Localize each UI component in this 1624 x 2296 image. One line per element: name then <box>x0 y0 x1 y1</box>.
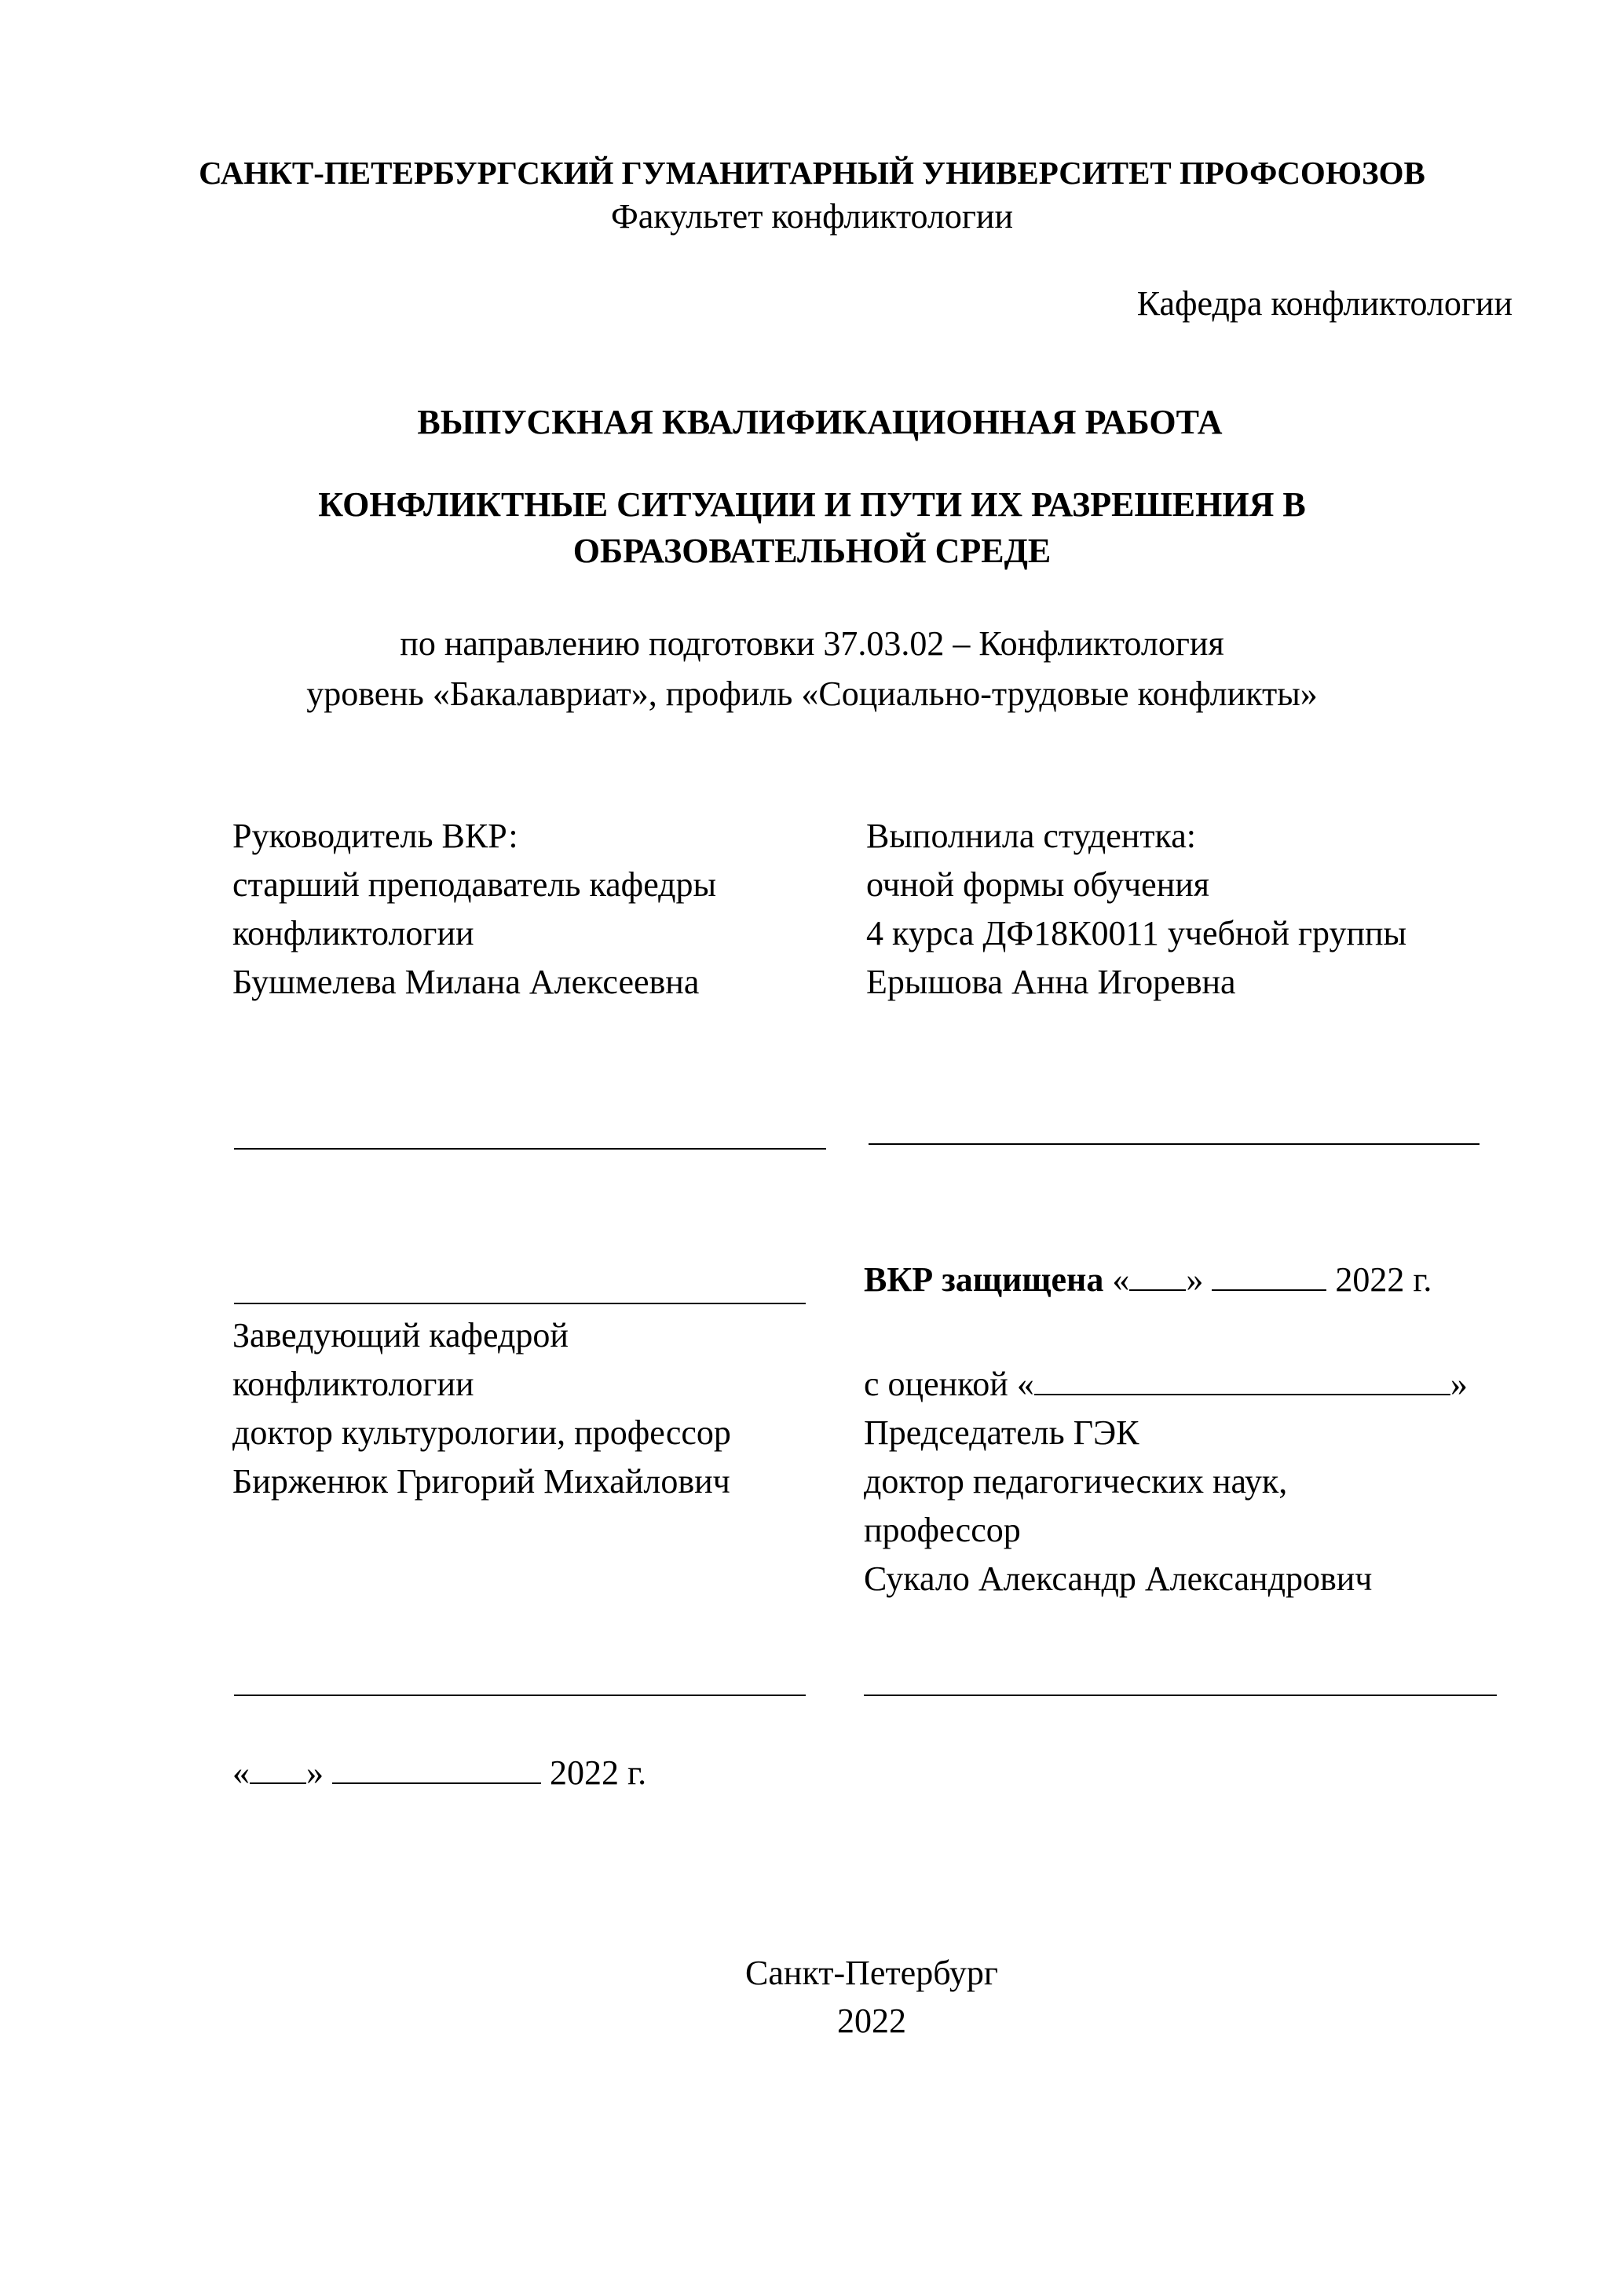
grade-blank[interactable] <box>1034 1364 1450 1395</box>
grade-line <box>864 1360 1468 1409</box>
supervisor-label: Руководитель ВКР: <box>232 817 518 855</box>
supervisor-signature-line[interactable] <box>234 1148 826 1150</box>
date-year: 2022 г. <box>550 1753 647 1792</box>
student-label: Выполнила студентка: <box>866 817 1196 855</box>
head-of-department-signature-line[interactable] <box>234 1303 806 1304</box>
head-approval-signature-line[interactable] <box>234 1695 806 1696</box>
date-day-blank[interactable] <box>250 1753 306 1784</box>
commission-chair-block <box>864 1360 1468 1603</box>
chair-degree: доктор педагогических наук, <box>864 1462 1288 1501</box>
date-close-quote: » <box>306 1753 324 1792</box>
head-degree: доктор культурологии, профессор <box>232 1413 731 1452</box>
year: 2022 <box>837 2002 906 2040</box>
supervisor-position: старший преподаватель кафедры <box>232 865 717 904</box>
head-department: конфликтологии <box>232 1365 474 1403</box>
defense-month-blank[interactable] <box>1212 1260 1326 1291</box>
defense-label: ВКР защищена <box>864 1260 1104 1299</box>
student-block <box>866 812 1406 1007</box>
student-group: 4 курса ДФ18К0011 учебной группы <box>866 914 1407 952</box>
topic-title-line-1: КОНФЛИКТНЫЕ СИТУАЦИИ И ПУТИ ИХ РАЗРЕШЕНИЯ В <box>318 485 1306 524</box>
date-open-quote: « <box>232 1753 250 1792</box>
defense-day-blank[interactable] <box>1129 1260 1186 1291</box>
student-form: очной формы обучения <box>866 865 1210 904</box>
date-month-blank[interactable] <box>332 1753 541 1784</box>
defense-open-quote: « <box>1112 1260 1130 1299</box>
university-name: САНКТ-ПЕТЕРБУРГСКИЙ ГУМАНИТАРНЫЙ УНИВЕРСИТЕТ ПРОФСОЮЗОВ <box>199 155 1425 191</box>
chair-position: Председатель ГЭК <box>864 1413 1139 1452</box>
chair-signature-line[interactable] <box>864 1695 1497 1696</box>
chair-title: профессор <box>864 1511 1021 1549</box>
student-signature-line[interactable] <box>869 1143 1480 1145</box>
department-name: Кафедра конфликтологии <box>1136 284 1512 323</box>
head-name: Бирженюк Григорий Михайлович <box>232 1462 730 1501</box>
approval-date-line <box>232 1753 646 1793</box>
defense-year: 2022 г. <box>1335 1260 1432 1299</box>
supervisor-department: конфликтологии <box>232 914 474 952</box>
supervisor-block <box>232 812 716 1007</box>
grade-close-quote: » <box>1450 1365 1468 1403</box>
supervisor-name: Бушмелева Милана Алексеевна <box>232 963 700 1001</box>
defense-close-quote: » <box>1186 1260 1204 1299</box>
head-position: Заведующий кафедрой <box>232 1316 569 1355</box>
defense-date-line <box>864 1260 1432 1300</box>
direction-line-2: уровень «Бакалавриат», профиль «Социально-трудовые конфликты» <box>306 675 1318 713</box>
faculty-name: Факультет конфликтологии <box>610 197 1013 236</box>
topic-title-line-2: ОБРАЗОВАТЕЛЬНОЙ СРЕДЕ <box>572 532 1052 570</box>
student-name: Ерышова Анна Игоревна <box>866 963 1236 1001</box>
chair-name: Сукало Александр Александрович <box>864 1559 1373 1598</box>
head-of-department-block <box>232 1311 731 1506</box>
direction-line-1: по направлению подготовки 37.03.02 – Конфликтология <box>400 624 1224 663</box>
city: Санкт-Петербург <box>745 1954 998 1992</box>
work-type-title: ВЫПУСКНАЯ КВАЛИФИКАЦИОННАЯ РАБОТА <box>417 403 1223 441</box>
grade-label: с оценкой « <box>864 1365 1034 1403</box>
